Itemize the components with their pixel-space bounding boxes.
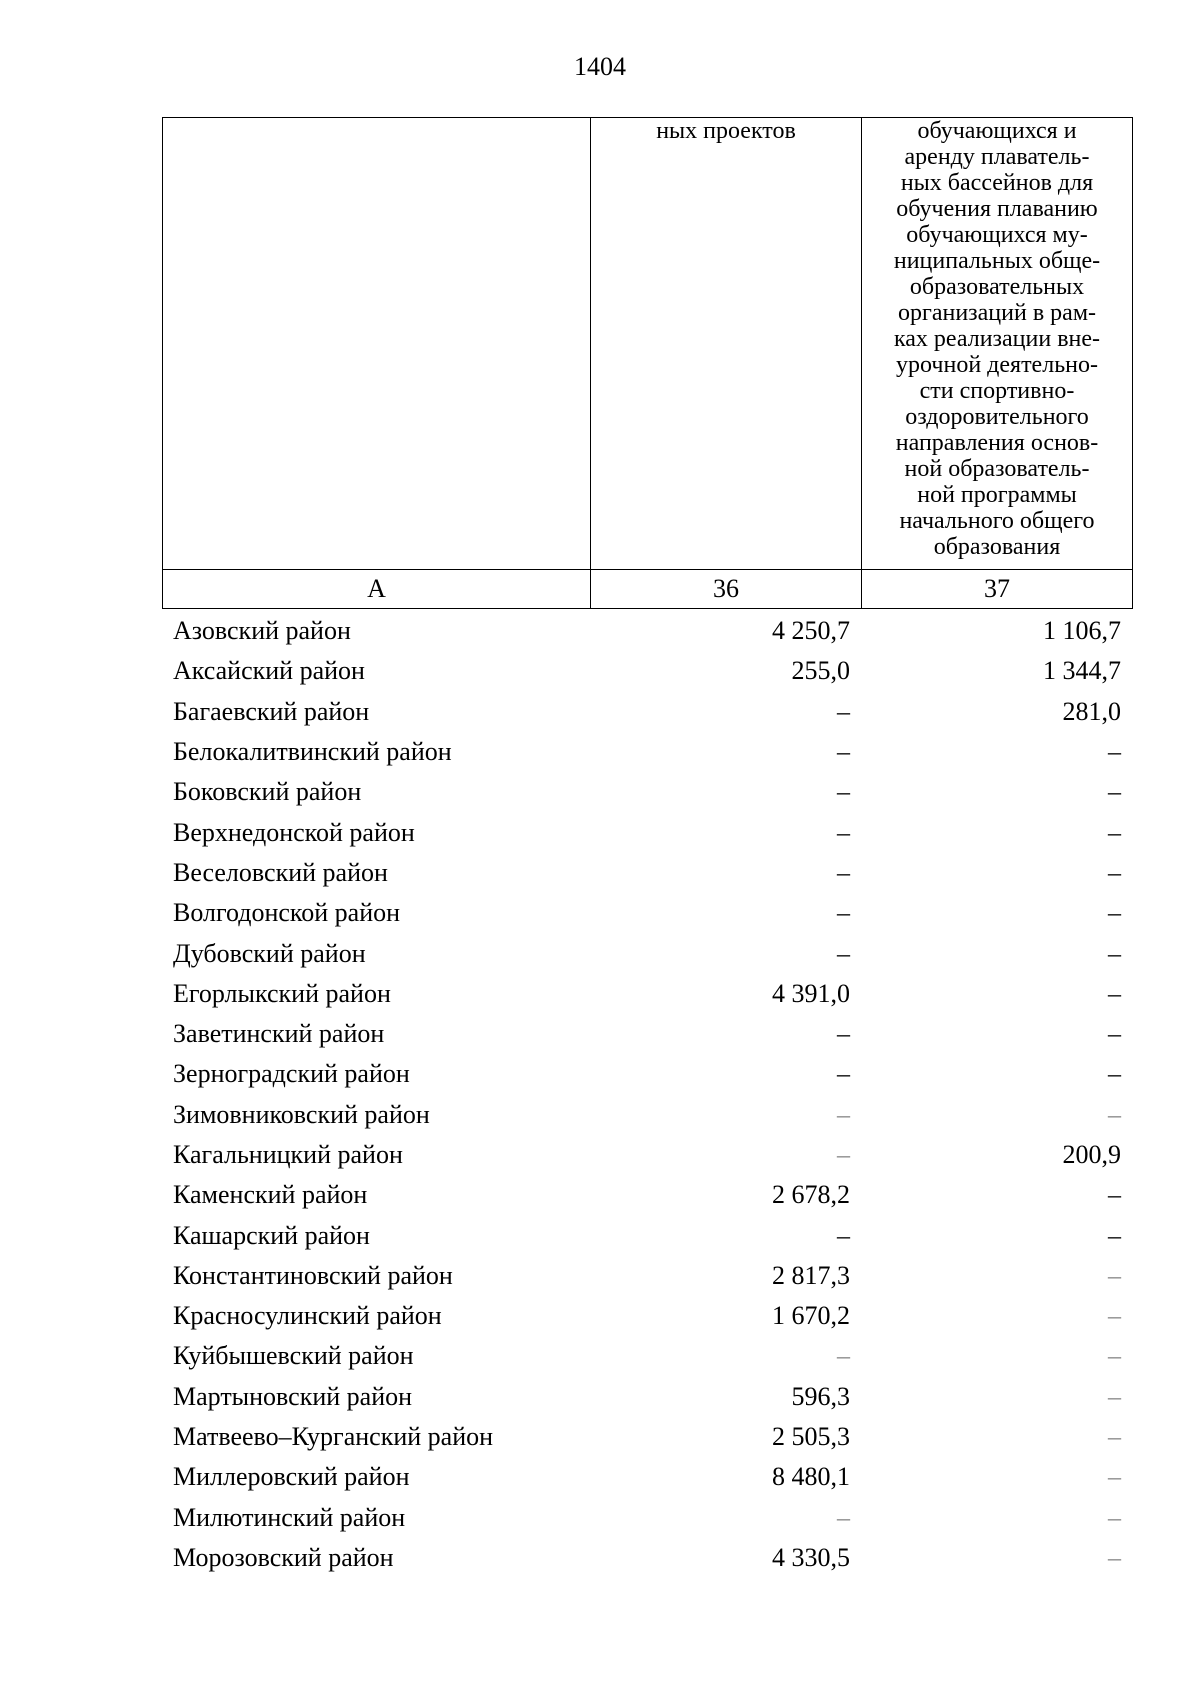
value-col-36: –: [837, 696, 850, 726]
value-col-37: –: [1108, 1422, 1121, 1452]
table-row: [162, 692, 1132, 732]
district-name: Куйбышевский район: [173, 1341, 414, 1371]
value-col-36: –: [837, 857, 850, 887]
district-name: Верхнедонской район: [173, 817, 415, 847]
value-col-37: –: [1108, 1462, 1121, 1492]
district-name: Кашарский район: [173, 1220, 370, 1250]
district-name: Веселовский район: [173, 857, 388, 887]
district-name: Заветинский район: [173, 1019, 385, 1049]
value-col-36: 8 480,1: [772, 1462, 850, 1492]
column-number-row: [163, 570, 1133, 609]
value-col-36: 2 505,3: [772, 1422, 850, 1452]
value-col-37: –: [1108, 857, 1121, 887]
table-header: [162, 117, 1133, 609]
value-col-36: –: [837, 1220, 850, 1250]
district-name: Белокалитвинский район: [173, 737, 452, 767]
table-row: [162, 1095, 1132, 1135]
table-row: [162, 1336, 1132, 1376]
district-name: Егорлыкский район: [173, 978, 391, 1008]
district-name: Зимовниковский район: [173, 1099, 430, 1129]
page-number: 1404: [574, 52, 626, 81]
district-name: Кагальницкий район: [173, 1140, 403, 1169]
value-col-36: 2 678,2: [772, 1180, 850, 1210]
value-col-37: –: [1108, 1019, 1121, 1049]
district-name: Багаевский район: [173, 696, 370, 726]
value-col-36: –: [837, 938, 850, 968]
header-cell-a: [163, 118, 591, 570]
table-row: [162, 1054, 1132, 1094]
value-col-36: –: [837, 1099, 850, 1129]
value-col-36: 4 391,0: [772, 978, 850, 1008]
header-text-37: обучающихся и аренду плаватель- ных бассейнов для обучения плаванию обучающихся му- ниципальных обще- образовательных организаций в рам- ках реализации вне- урочной деятельно- сти спортивно- оздоровительного направления основ- ной образователь- ной программы начального общего образования: [893, 118, 1101, 560]
value-col-37: –: [1108, 1341, 1121, 1371]
value-col-36: –: [837, 1019, 850, 1049]
value-col-36: –: [837, 1140, 850, 1169]
district-name: Каменский район: [173, 1180, 368, 1210]
district-name: Аксайский район: [173, 656, 365, 686]
value-col-37: –: [1108, 1099, 1121, 1129]
column-number-37: 37: [862, 570, 1133, 609]
value-col-36: –: [837, 817, 850, 847]
value-col-37: –: [1108, 1059, 1121, 1089]
table-row: [162, 1538, 1132, 1578]
table-row: [162, 1135, 1132, 1175]
value-col-37: –: [1108, 1260, 1121, 1290]
table-row: [162, 1296, 1132, 1336]
district-name: Миллеровский район: [173, 1462, 410, 1492]
table-row: [162, 651, 1132, 691]
value-col-36: 596,3: [791, 1381, 850, 1411]
value-col-36: 1 670,2: [772, 1301, 850, 1331]
header-cell-36: [591, 118, 862, 570]
table-row: [162, 1417, 1132, 1457]
table-body: [162, 611, 1132, 1578]
value-col-36: –: [837, 777, 850, 807]
district-name: Азовский район: [173, 616, 351, 646]
value-col-37: 1 106,7: [1043, 616, 1121, 646]
table-row: [162, 812, 1132, 852]
table-row: [162, 1377, 1132, 1417]
table-row: [162, 1215, 1132, 1255]
table-row: [162, 933, 1132, 973]
district-name: Мартыновский район: [173, 1381, 413, 1411]
header-cell-37: [862, 118, 1133, 570]
table-row: [162, 611, 1132, 651]
value-col-37: –: [1108, 1542, 1121, 1572]
district-name: Константиновский район: [173, 1260, 453, 1290]
value-col-36: 4 330,5: [772, 1542, 850, 1572]
value-col-37: 281,0: [1062, 696, 1121, 726]
district-name: Боковский район: [173, 777, 362, 807]
value-col-37: 1 344,7: [1043, 656, 1121, 686]
value-col-37: –: [1108, 1502, 1121, 1532]
column-number-a: А: [163, 570, 591, 609]
value-col-36: –: [837, 898, 850, 928]
value-col-36: –: [837, 1059, 850, 1089]
value-col-36: 4 250,7: [772, 616, 850, 646]
table-row: [162, 772, 1132, 812]
value-col-37: –: [1108, 978, 1121, 1008]
table-row: [162, 1175, 1132, 1215]
table-row: [162, 1457, 1132, 1497]
table-row: [162, 732, 1132, 772]
table-row: [162, 974, 1132, 1014]
value-col-37: –: [1108, 1180, 1121, 1210]
value-col-36: 255,0: [791, 656, 850, 686]
district-name: Волгодонской район: [173, 898, 401, 928]
district-name: Дубовский район: [173, 938, 366, 968]
value-col-37: –: [1108, 1381, 1121, 1411]
value-col-36: –: [837, 737, 850, 767]
district-name: Красносулинский район: [173, 1301, 442, 1331]
value-col-37: –: [1108, 938, 1121, 968]
value-col-36: 2 817,3: [772, 1260, 850, 1290]
header-text-36: ных проектов: [656, 118, 796, 144]
value-col-36: –: [837, 1341, 850, 1371]
value-col-37: –: [1108, 777, 1121, 807]
header-row: [163, 118, 1133, 570]
value-col-36: –: [837, 1502, 850, 1532]
district-name: Зерноградский район: [173, 1059, 410, 1089]
value-col-37: –: [1108, 817, 1121, 847]
table-row: [162, 1498, 1132, 1538]
column-number-36: 36: [591, 570, 862, 609]
value-col-37: –: [1108, 898, 1121, 928]
table-row: [162, 1256, 1132, 1296]
value-col-37: 200,9: [1062, 1140, 1121, 1169]
table-row: [162, 1014, 1132, 1054]
table-row: [162, 893, 1132, 933]
value-col-37: –: [1108, 1220, 1121, 1250]
district-name: Матвеево–Курганский район: [173, 1422, 494, 1452]
district-name: Морозовский район: [173, 1542, 394, 1572]
table-row: [162, 853, 1132, 893]
district-name: Милютинский район: [173, 1502, 406, 1532]
value-col-37: –: [1108, 737, 1121, 767]
value-col-37: –: [1108, 1301, 1121, 1331]
